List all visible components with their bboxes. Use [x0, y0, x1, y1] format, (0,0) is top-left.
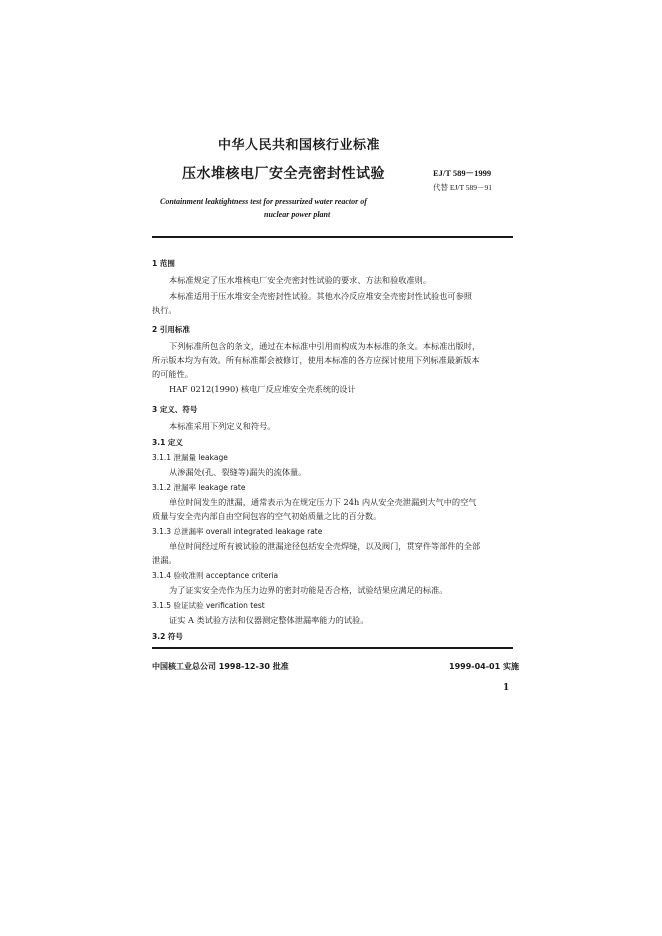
section-1-paragraph-2-line-2: 执行。: [152, 305, 177, 315]
reference-haf-0212: HAF 0212(1990) 核电厂反应堆安全壳系统的设计: [169, 384, 356, 394]
section-3-1-2-line-2: 质量与安全壳内部自由空间包容的空气初始质量之比的百分数。: [152, 511, 382, 521]
section-1-paragraph-1: 本标准规定了压水堆核电厂安全壳密封性试验的要求、方法和验收准则。: [169, 275, 432, 285]
section-1-heading: 1 范围: [152, 259, 175, 268]
section-3-2-heading: 3.2 符号: [152, 632, 183, 641]
section-3-1-5-heading: 3.1.5 验证试验 verification test: [152, 601, 265, 610]
section-3-1-1-heading: 3.1.1 泄漏量 leakage: [152, 453, 228, 462]
section-2-heading: 2 引用标准: [152, 325, 190, 334]
section-2-paragraph-line-3: 的可能性。: [152, 369, 193, 379]
doc-title: 压水堆核电厂安全壳密封性试验: [182, 166, 385, 182]
section-2-paragraph-line-1: 下列标准所包含的条文，通过在本标准中引用而构成为本标准的条文。本标准出版时，: [169, 341, 481, 351]
section-3-1-2-line-1: 单位时间发生的泄漏，通常表示为在规定压力下 24h 内从安全壳泄漏到大气中的空气: [169, 497, 477, 507]
section-2-paragraph-line-2: 所示版本均为有效。所有标准都会被修订，使用本标准的各方应探讨使用下列标准最新版本: [152, 355, 480, 365]
replaces-standard: 代替 EJ/T 589－91: [433, 183, 493, 192]
section-3-1-4-heading: 3.1.4 验收准则 acceptance criteria: [152, 571, 279, 580]
org-title: 中华人民共和国核行业标准: [218, 138, 381, 153]
section-3-1-1-text: 从渗漏处(孔、裂缝等)漏失的流体量。: [169, 467, 307, 477]
section-3-1-heading: 3.1 定义: [152, 438, 183, 447]
section-1-paragraph-2-line-1: 本标准适用于压水堆安全壳密封性试验。其他水冷反应堆安全壳密封性试验也可参照: [169, 291, 472, 301]
section-3-heading: 3 定义、符号: [152, 405, 198, 414]
section-3-1-4-text: 为了证实安全壳作为压力边界的密封功能是否合格，试验结果应满足的标准。: [169, 585, 448, 595]
approval-line: 中国核工业总公司 1998-12-30 批准: [152, 662, 289, 671]
footer-rule: [152, 647, 513, 649]
section-3-1-3-line-2: 泄漏。: [152, 555, 177, 565]
header-rule: [152, 236, 513, 238]
section-3-1-5-text: 证实 A 类试验方法和仪器测定整体泄漏率能力的试验。: [169, 615, 369, 625]
standard-number: EJ/T 589－1999: [433, 168, 492, 178]
section-3-intro: 本标准采用下列定义和符号。: [169, 421, 276, 431]
implementation-date: 1999-04-01 实施: [449, 662, 519, 671]
english-title-line-2: nuclear power plant: [264, 210, 331, 219]
section-3-1-3-heading: 3.1.3 总泄漏率 overall integrated leakage rate: [152, 527, 323, 536]
page-number: 1: [503, 683, 510, 693]
section-3-1-3-line-1: 单位时间经过所有被试验的泄漏途径包括安全壳焊缝，以及阀门，贯穿件等部件的全部: [169, 541, 481, 551]
section-3-1-2-heading: 3.1.2 泄漏率 leakage rate: [152, 483, 246, 492]
english-title-line-1: Containment leaktightness test for pressurized water reactor of: [160, 197, 367, 206]
